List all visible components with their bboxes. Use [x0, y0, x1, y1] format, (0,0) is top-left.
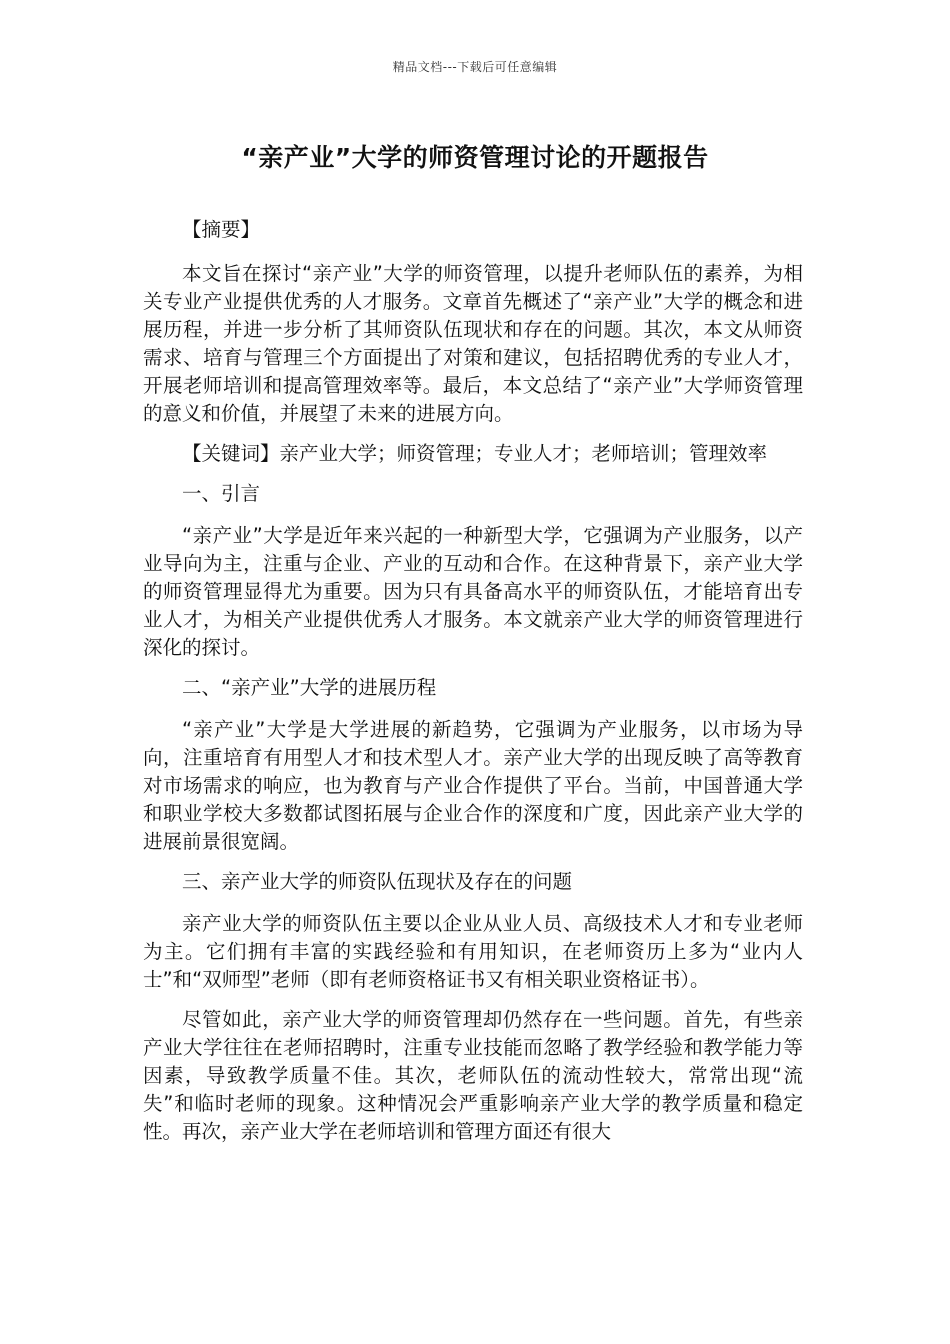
- section-heading-history: 二、“亲产业”大学的进展历程: [182, 676, 437, 699]
- header-note: 精品文档---下载后可任意编辑: [392, 60, 558, 74]
- section-paragraph: “亲产业”大学是近年来兴起的一种新型大学，它强调为产业服务，以产业导向为主，注重与企业、产业的互动和合作。在这种背景下，亲产业大学的师资管理显得尤为重要。因为只有具备高水平的师资队伍，才能培育出专业人才，为相关产业提供优秀人才服务。本文就亲产业大学的师资管理进行深化的探讨。: [143, 524, 803, 659]
- keywords-paragraph: 【关键词】亲产业大学；师资管理；专业人才；老师培训；管理效率: [182, 442, 768, 465]
- section-heading-introduction: 一、引言: [182, 482, 261, 505]
- section-paragraph: 尽管如此，亲产业大学的师资管理却仍然存在一些问题。首先，有些亲产业大学往往在老师招聘时，注重专业技能而忽略了教学经验和教学能力等因素，导致教学质量不佳。其次，老师队伍的流动性较大，常常出现“流失”和临时老师的现象。这种情况会严重影响亲产业大学的教学质量和稳定性。再次，亲产业大学在老师培训和管理方面还有很大: [143, 1008, 803, 1143]
- section-heading-faculty-status: 三、亲产业大学的师资队伍现状及存在的问题: [182, 870, 573, 893]
- page-title: “亲产业”大学的师资管理讨论的开题报告: [241, 143, 709, 172]
- abstract-paragraph: 本文旨在探讨“亲产业”大学的师资管理，以提升老师队伍的素养，为相关专业产业提供优秀的人才服务。文章首先概述了“亲产业”大学的概念和进展历程，并进一步分析了其师资队伍现状和存在的问题。其次，本文从师资需求、培育与管理三个方面提出了对策和建议，包括招聘优秀的专业人才，开展老师培训和提高管理效率等。最后，本文总结了“亲产业”大学师资管理的意义和价值，并展望了未来的进展方向。: [143, 262, 803, 425]
- section-paragraph: “亲产业”大学是大学进展的新趋势，它强调为产业服务，以市场为导向，注重培育有用型人才和技术型人才。亲产业大学的出现反映了高等教育对市场需求的响应，也为教育与产业合作提供了平台。当前，中国普通大学和职业学校大多数都试图拓展与企业合作的深度和广度，因此亲产业大学的进展前景很宽阔。: [143, 718, 803, 853]
- document-body: [143, 216, 803, 1158]
- abstract-label: 【摘要】: [182, 218, 261, 241]
- section-paragraph: 亲产业大学的师资队伍主要以企业从业人员、高级技术人才和专业老师为主。它们拥有丰富的实践经验和有用知识，在老师资历上多为“业内人士”和“双师型”老师（即有老师资格证书又有相关职业资格证书）。: [143, 912, 803, 991]
